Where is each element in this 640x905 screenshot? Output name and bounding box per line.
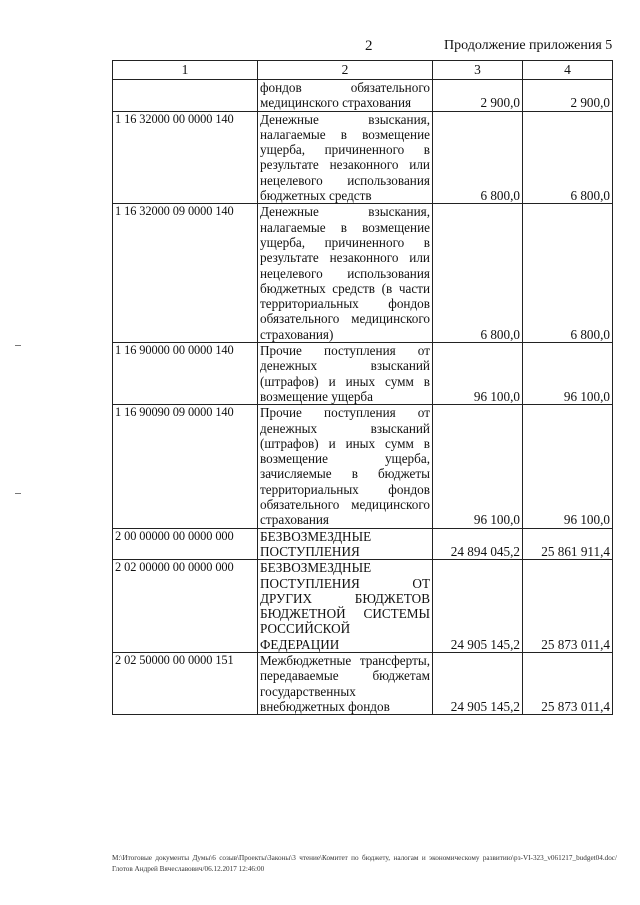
amount-col3: 96 100,0 xyxy=(433,343,523,405)
amount-col3: 2 900,0 xyxy=(433,80,523,112)
amount-col3: 6 800,0 xyxy=(433,204,523,343)
amount-col3: 24 905 145,2 xyxy=(433,560,523,653)
budget-code: 2 00 00000 00 0000 000 xyxy=(113,528,258,560)
amount-col3: 24 905 145,2 xyxy=(433,652,523,714)
amount-col4: 6 800,0 xyxy=(523,204,613,343)
income-name: Межбюджетные трансферты, передаваемые бюджетам государственных внебюджетных фондов xyxy=(258,652,433,714)
amount-col4: 25 873 011,4 xyxy=(523,652,613,714)
table-row xyxy=(113,80,613,112)
column-header: 2 xyxy=(258,61,433,80)
amount-col3: 24 894 045,2 xyxy=(433,528,523,560)
column-header: 4 xyxy=(523,61,613,80)
column-header: 1 xyxy=(113,61,258,80)
column-header: 3 xyxy=(433,61,523,80)
budget-code: 2 02 50000 00 0000 151 xyxy=(113,652,258,714)
amount-col3: 6 800,0 xyxy=(433,111,523,204)
income-name: Денежные взыскания, налагаемые в возмещение ущерба, причиненного в результате незаконного или нецелевого использования бюджетных средств (в части территориальных фондов обязательного медицинского страхования) xyxy=(258,204,433,343)
budget-table xyxy=(112,60,613,715)
income-name: Денежные взыскания, налагаемые в возмещение ущерба, причиненного в результате незаконного или нецелевого использования бюджетных средств xyxy=(258,111,433,204)
income-name: Прочие поступления от денежных взысканий (штрафов) и иных сумм в возмещение ущерба, зачисляемые в бюджеты территориальных фондов обязательного медицинского страхования xyxy=(258,405,433,528)
income-name: Прочие поступления от денежных взысканий (штрафов) и иных сумм в возмещение ущерба xyxy=(258,343,433,405)
table-row xyxy=(113,343,613,405)
continuation-label: Продолжение приложения 5 xyxy=(444,38,613,53)
page-number: 2 xyxy=(365,38,373,54)
table-row xyxy=(113,560,613,653)
amount-col4: 96 100,0 xyxy=(523,405,613,528)
amount-col4: 25 873 011,4 xyxy=(523,560,613,653)
table-row xyxy=(113,405,613,528)
scan-mark xyxy=(15,345,21,346)
table-header-row xyxy=(113,61,613,80)
amount-col4: 25 861 911,4 xyxy=(523,528,613,560)
table-row xyxy=(113,204,613,343)
amount-col4: 2 900,0 xyxy=(523,80,613,112)
income-name: фондов обязательного медицинского страхования xyxy=(258,80,433,112)
amount-col4: 6 800,0 xyxy=(523,111,613,204)
income-name: БЕЗВОЗМЕЗДНЫЕ ПОСТУПЛЕНИЯ xyxy=(258,528,433,560)
budget-code: 2 02 00000 00 0000 000 xyxy=(113,560,258,653)
budget-code: 1 16 32000 09 0000 140 xyxy=(113,204,258,343)
file-path-footer: M:\Итоговые документы Думы\6 созыв\Проекты\Законы\3 чтение\Комитет по бюджету, налогам и экономическому развитию\рз-VI-323_v061217_budget04.doc/Глотов Андрей Вячеславович/06.12.2017 12:46:00 xyxy=(112,854,617,873)
budget-code xyxy=(113,80,258,112)
budget-code: 1 16 32000 00 0000 140 xyxy=(113,111,258,204)
scan-mark xyxy=(15,493,21,494)
table-row xyxy=(113,111,613,204)
amount-col3: 96 100,0 xyxy=(433,405,523,528)
table-row xyxy=(113,652,613,714)
budget-code: 1 16 90090 09 0000 140 xyxy=(113,405,258,528)
budget-code: 1 16 90000 00 0000 140 xyxy=(113,343,258,405)
amount-col4: 96 100,0 xyxy=(523,343,613,405)
table-row xyxy=(113,528,613,560)
income-name: БЕЗВОЗМЕЗДНЫЕ ПОСТУПЛЕНИЯ ОТ ДРУГИХ БЮДЖЕТОВ БЮДЖЕТНОЙ СИСТЕМЫ РОССИЙСКОЙ ФЕДЕРАЦИИ xyxy=(258,560,433,653)
